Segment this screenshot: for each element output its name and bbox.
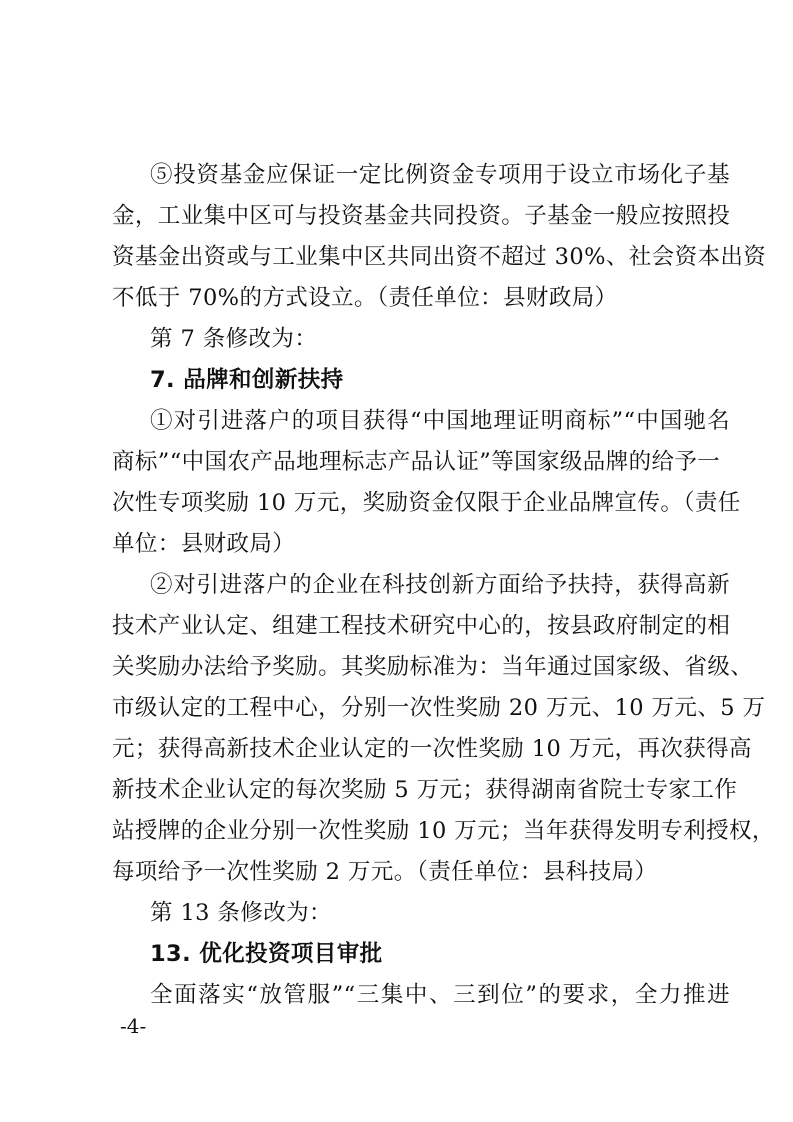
paragraph-line: 技术产业认定、组建工程技术研究中心的，按县政府制定的相 — [112, 613, 731, 639]
paragraph-line: 商标”“中国农产品地理标志产品认证”等国家级品牌的给予一 — [112, 449, 721, 475]
paragraph-line: 全面落实“放管服”“三集中、三到位”的要求，全力推进 — [150, 982, 730, 1008]
page-number: -4- — [120, 1014, 147, 1038]
paragraph-line: 新技术企业认定的每次奖励 5 万元；获得湖南省院士专家工作 — [112, 777, 738, 803]
paragraph-line: 次性专项奖励 10 万元，奖励资金仅限于企业品牌宣传。（责任 — [112, 490, 741, 516]
section-heading: 7. 品牌和创新扶持 — [150, 367, 344, 393]
paragraph-line: ⑤投资基金应保证一定比例资金专项用于设立市场化子基 — [150, 162, 730, 188]
paragraph-line: ②对引进落户的企业在科技创新方面给予扶持，获得高新 — [150, 572, 730, 598]
article-amendment-heading: 第 13 条修改为： — [150, 900, 332, 926]
article-amendment-heading: 第 7 条修改为： — [150, 326, 318, 352]
paragraph-line: 元；获得高新技术企业认定的一次性奖励 10 万元，再次获得高 — [112, 736, 752, 762]
paragraph-line: 单位：县财政局） — [112, 531, 296, 557]
paragraph-line: 金，工业集中区可与投资基金共同投资。子基金一般应按照投 — [112, 203, 731, 229]
paragraph-line: 站授牌的企业分别一次性奖励 10 万元；当年获得发明专利授权， — [112, 818, 775, 844]
paragraph-line: 每项给予一次性奖励 2 万元。（责任单位：县科技局） — [112, 859, 658, 885]
paragraph-line: 资基金出资或与工业集中区共同出资不超过 30%、社会资本出资 — [112, 244, 767, 270]
section-heading: 13. 优化投资项目审批 — [150, 941, 383, 967]
paragraph-line: 市级认定的工程中心，分别一次性奖励 20 万元、10 万元、5 万 — [112, 695, 766, 721]
paragraph-line: ①对引进落户的项目获得“中国地理证明商标”“中国驰名 — [150, 408, 730, 434]
paragraph-line: 关奖励办法给予奖励。其奖励标准为：当年通过国家级、省级、 — [112, 654, 754, 680]
paragraph-line: 不低于 70%的方式设立。（责任单位：县财政局） — [112, 285, 618, 311]
